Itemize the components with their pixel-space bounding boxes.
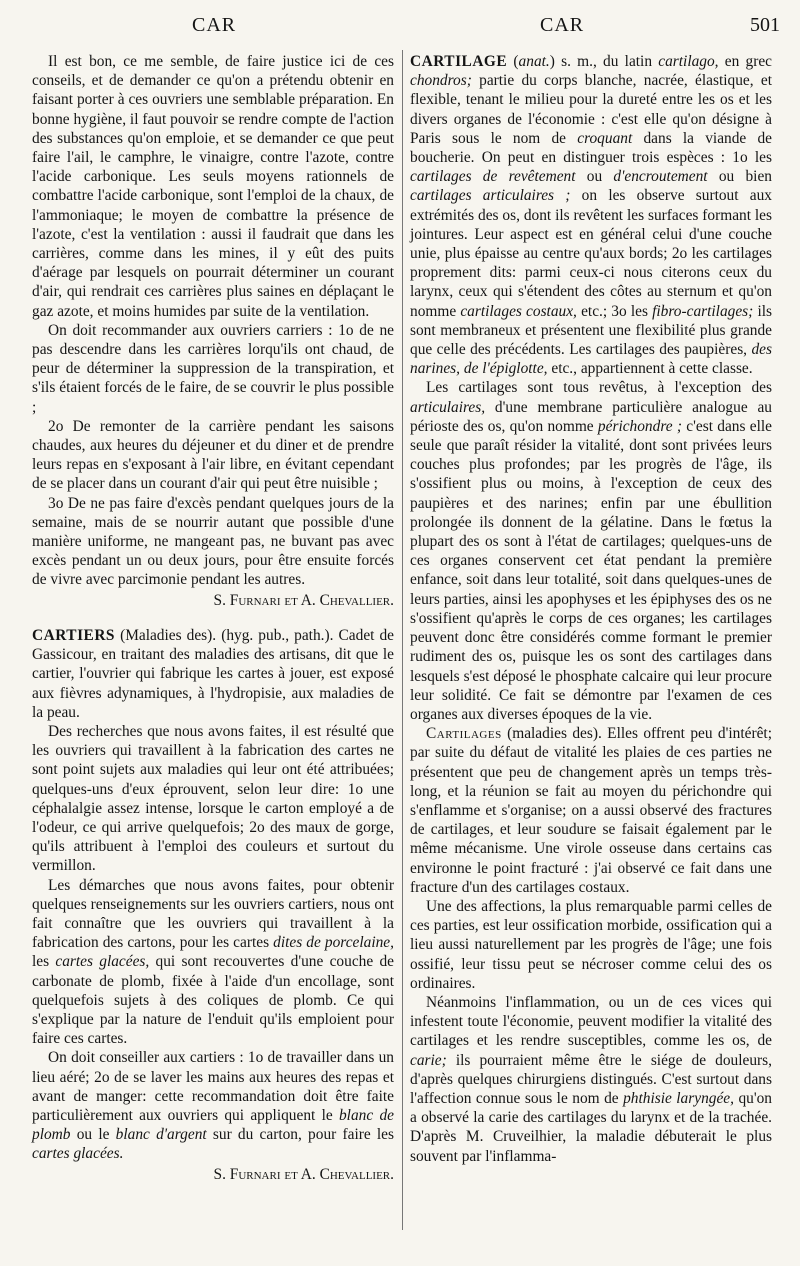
- italic-run: dites de porcelaine,: [273, 934, 394, 952]
- text-run: (: [507, 53, 519, 70]
- text-run: Les démarches que nous avons faites, pour obtenir quelques renseignements sur les ouvriers cartiers, nous ont fait connaître que les ouvriers qui travaillent à la fabrication des cartons, pour les cartes: [32, 876, 394, 952]
- italic-run: chondros;: [410, 72, 472, 90]
- text-run: etc.; 3o les: [576, 302, 653, 320]
- italic-run: d'encroutement: [613, 168, 708, 186]
- entry-cartiers-definition: (Maladies des). (hyg. pub., path.).: [120, 626, 334, 644]
- text-run: etc., appartiennent à cette classe.: [547, 360, 753, 378]
- text-run: d'une membrane particulière analogue au périoste des os, qu'on nomme: [410, 398, 772, 435]
- italic-run: phthisie laryngée,: [623, 1089, 734, 1107]
- paragraph-recommendation-3: 3o De ne pas faire d'excès pendant quelques jours de la semaine, mais de se nourrir autant que possible d'une manière uniforme, ne mangeant pas, ne buvant pas avec excès pendant un ou deux jours, pour être ensuite forcés de vivre avec parcimonie pendant les autres.: [32, 494, 394, 589]
- running-head-right: CAR: [540, 14, 585, 36]
- column-divider: [402, 50, 403, 1230]
- text-run: on les observe surtout aux extrémités des os, dont ils revêtent les surfaces formant les jointures. Leur aspect est en général celui d'une couche unie, plus épaisse au centre qu'aux bords; 2o les cartilages proprement dits: parmi ceux-ci nous citerons ceux du larynx, ceux qui s'étendent des côtes au sternum et qu'on nomme: [410, 187, 772, 320]
- italic-run: blanc d'argent: [115, 1126, 207, 1144]
- text-run: partie du corps blanche, nacrée, élastique, et flexible, tenant le milieu pour la dureté entre les os et les divers organes de l'économie : c'est elle qu'on désigne à Paris sous le nom de: [410, 72, 772, 147]
- entry-cartilages-maladies: [410, 724, 772, 897]
- text-run: ou bien: [707, 168, 772, 186]
- italic-run: anat.: [518, 53, 550, 70]
- entry-cartiers: [32, 626, 394, 722]
- headword-cartilages: Cartilages: [426, 725, 502, 743]
- text-run: On doit conseiller aux cartiers : 1o de travailler dans un lieu aéré; 2o de se laver les mains aux heures des repas et avant de manger: cette recommandation doit être faite particulièrement aux ouvriers qui appliquent le: [32, 1049, 394, 1124]
- italic-run: carie;: [410, 1051, 447, 1069]
- text-run: ils sont membraneux et présentent une flexibilité plus grande que celle des précédents. Les cartilages des paupières,: [410, 302, 773, 359]
- headword-cartilage: CARTILAGE: [410, 53, 508, 70]
- text-run: qu'on a observé la carie des cartilages du larynx et de la trachée. D'après M. Cruveilhier, la maladie débuterait le plus souvent par l'inflamma-: [410, 1089, 773, 1165]
- signature-carriers: S. Furnari et A. Chevallier.: [213, 591, 394, 609]
- text-run: ou le: [70, 1126, 116, 1144]
- page-number: 501: [750, 14, 780, 36]
- text-run: dans la viande de boucherie. On peut en distinguer trois espèces : 1o les: [410, 129, 772, 167]
- text-run: sur du carton, pour faire les: [206, 1126, 394, 1144]
- right-column: [410, 52, 772, 1166]
- paragraph-advice: [32, 1048, 394, 1163]
- italic-run: des narines, de l'épiglotte,: [410, 341, 772, 378]
- text-run: c'est dans elle seule que paraît résider la vitalité, dont sont privées leurs couches plus profondes; par les progrès de l'âge, ils s'ossifient plus ou moins, à l'exception de ceux des paupières et des narines; enfin par une ébullition prolongée ils donnent de la gélatine. Dans le fœtus la plupart des os sont à l'état de cartilages; quelques-uns de ces organes conservent cet état pendant la première enfance, soit dans leur totalité, soit dans quelques-unes de leurs parties, ainsi les apophyses et les épiphyses des os ne s'ossifient qu'après le corps de ces organes; les cartilages peuvent donc être considérés comme formant le premier rudiment des os, puisque les os sont des cartilages dans lesquels s'est déposé le phosphate calcaire qui leur procure leur solidité. Ce fait se démontre par l'examen de ces organes aux diverses époques de la vie.: [410, 417, 772, 723]
- italic-run: blanc de plomb: [32, 1106, 394, 1144]
- paragraph-recommendations: On doit recommander aux ouvriers carriers : 1o de ne pas descendre dans les carrières lorqu'ils ont chaud, de peur de déterminer la suppression de la transpiration, et s'ils étaient forcés de le faire, de se couvrir le plus possible ;: [32, 321, 394, 416]
- italic-run: fibro-cartilages;: [652, 302, 754, 320]
- paragraph-ossification: Une des affections, la plus remarquable parmi celles de ces parties, est leur ossification morbide, ossification qui a lieu aussi naturellement par les progrès de l'âge; une fois ossifié, leur tissu peut se nécroser comme celui des os ordinaires.: [410, 897, 772, 992]
- paragraph-inflammation: [410, 993, 772, 1166]
- italic-run: croquant: [577, 129, 633, 147]
- signature-cartiers: S. Furnari et A. Chevallier.: [213, 1165, 394, 1183]
- running-head-left: CAR: [192, 14, 237, 36]
- italic-run: cartilages articulaires ;: [410, 187, 571, 205]
- italic-run: cartilages costaux,: [460, 302, 577, 320]
- paragraph-recommendation-2: 2o De remonter de la carrière pendant les saisons chaudes, aux heures du déjeuner et du diner et de prendre leurs repas en s'exposant à l'air libre, en évitant cependant de se placer dans un courant d'air qui peut être nuisible ;: [32, 417, 394, 493]
- paragraph-research: Des recherches que nous avons faites, il est résulté que les ouvriers qui travaillent à la fabrication des cartes ne sont point sujets aux maladies qui leur ont été attribuées; quelques-uns d'eux éprouvent, selon leur dire: 1o une céphalalgie assez intense, lorsque le carton employé a de l'odeur, ce qui arrive quelquefois; 2o des maux de gorge, qu'ils attribuent à l'emploi des couleurs et surtout du vermillon.: [32, 722, 394, 875]
- text-run: en grec: [718, 53, 772, 70]
- italic-run: périchondre ;: [597, 417, 682, 435]
- left-column: [32, 52, 394, 1184]
- text-run: Les cartilages sont tous revêtus, à l'exception des: [426, 379, 772, 397]
- headword-cartiers: CARTIERS: [32, 626, 115, 644]
- italic-run: cartilages de revêtement: [410, 168, 576, 186]
- text-run: qui sont recouvertes d'une couche de carbonate de plomb, fixée à l'aide d'un encollage, sont quelquefois sujets à des coliques de plomb. Ce qui s'explique par la nature de l'enduit qu'ils emploient pour faire ces cartes.: [32, 953, 394, 1048]
- entry-cartilage: [410, 52, 772, 378]
- text-run: Néanmoins l'inflammation, ou un de ces vices qui infestent toute l'économie, peuvent modifier la vitalité des cartilages et les rendre susceptibles, comme les os, de: [410, 993, 772, 1050]
- italic-run: cartilago,: [658, 53, 719, 70]
- text-run: ou: [575, 168, 614, 186]
- entry-cartiers-text: Cadet de Gassicour, en traitant des maladies des artisans, dit que le cartier, l'ouvrier qui fabrique les cartes à jouer, est exposé aux fièvres adynamiques, à l'hydropisie, aux maladies de la peau.: [32, 626, 395, 721]
- text-run: ils pourraient même être le siége de douleurs, d'après quelques chirurgiens distingués. C'est surtout dans l'affection connue sous le nom de: [410, 1051, 772, 1107]
- text-run: ) s. m., du latin: [549, 53, 659, 70]
- italic-run: cartes glacées,: [55, 953, 150, 971]
- italic-run: articulaires,: [410, 398, 486, 416]
- paragraph-inquiries: [32, 876, 394, 1049]
- paragraph-perichondre: [410, 378, 772, 724]
- italic-run: cartes glacées.: [32, 1145, 124, 1163]
- text-run: (maladies des). Elles offrent peu d'intérêt; par suite du défaut de vitalité les plaies de ces parties ne présentent que peu de changement après un temps très-long, et la réunion se fait au moyen du périchondre qui s'enflamme et s'organise; on a aussi observé des fractures de cartilages, et leur soudure se faisait également par le même mécanisme. Une virole osseuse dans certains cas environne le point fracturé : j'ai observé ce fait dans une fracture d'un des cartilages costaux.: [410, 725, 772, 896]
- paragraph-ventilation: Il est bon, ce me semble, de faire justice ici de ces conseils, et de demander ce qu'on a prétendu obtenir en faisant porter à ces ouvriers une semblable préparation. En bonne hygiène, il faut pouvoir se rendre compte de l'action des substances qu'on emploie, et se demander ce que peut faire l'ail, le camphre, le vinaigre, contre l'azote, contre l'acide carbonique. Les seuls moyens rationnels de combattre l'acide carbonique, sont l'emploi de la chaux, de l'ammoniaque; le moyen de combattre la présence de l'azote, c'est la ventilation : aussi il faudrait que dans les carrières, comme dans les mines, il y eût des puits d'aérage par lesquels on pourrait déterminer un courant d'air, qui rendrait ces carrières plus saines en déplaçant le gaz azote, et moins humides par suite de la ventilation.: [32, 53, 394, 320]
- text-run: les: [32, 953, 56, 971]
